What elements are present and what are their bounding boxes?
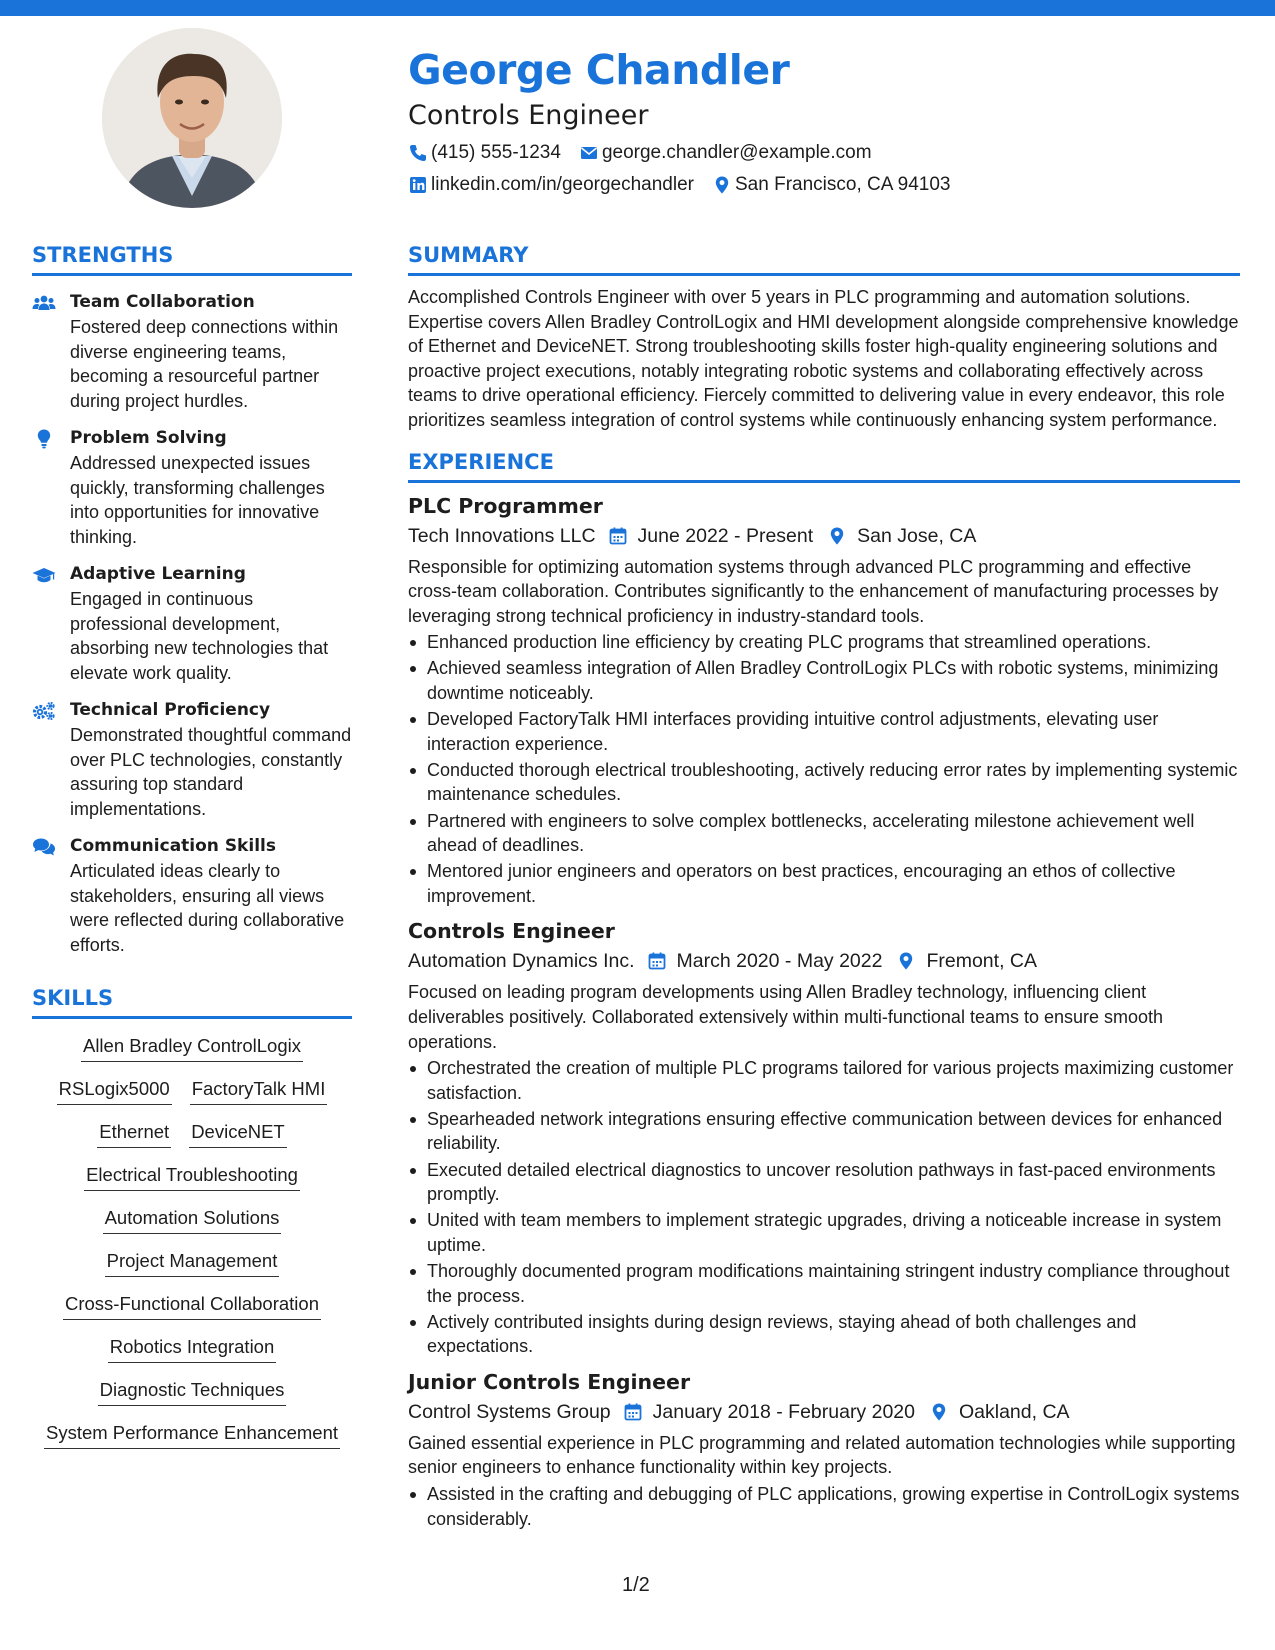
location-text: San Francisco, CA 94103: [735, 174, 951, 195]
phone-contact: [408, 140, 561, 166]
profile-photo: [102, 28, 282, 208]
strength-desc: Addressed unexpected issues quickly, transforming challenges into opportunities for innovative thinking.: [70, 453, 325, 547]
bullet-item: Mentored junior engineers and operators on best practices, encouraging an ethos of collective improvement.: [408, 859, 1240, 908]
bullet-item: United with team members to implement strategic upgrades, driving a noticeable increase in system uptime.: [408, 1208, 1240, 1257]
contact-row-1: [408, 140, 1238, 166]
skill-row: [54, 1291, 330, 1320]
bullet-item: Conducted thorough electrical troubleshooting, actively reducing error rates by implementing systemic maintenance schedules.: [408, 758, 1240, 807]
strength-desc: Fostered deep connections within diverse engineering teams, becoming a resourceful partner during project hurdles.: [70, 317, 339, 411]
skills-list: [32, 1033, 352, 1463]
job-bullets: [408, 630, 1240, 908]
job-bullets: [408, 1482, 1240, 1531]
skill-tag: Robotics Integration: [108, 1334, 277, 1363]
top-accent-bar: [0, 0, 1275, 16]
job-location: Fremont, CA: [926, 950, 1037, 973]
skill-tag: Diagnostic Techniques: [98, 1377, 287, 1406]
page-number: 1/2: [622, 1574, 650, 1596]
linkedin-icon: [408, 175, 428, 195]
bullet-item: Assisted in the crafting and debugging of PLC applications, growing expertise in ControlLogix systems considerably.: [408, 1482, 1240, 1531]
job-description: Focused on leading program developments using Allen Bradley technology, influencing client deliverables positively. Collaborated extensively within multi-functional teams to ensure smooth operations.: [408, 982, 1164, 1052]
job-entry: [408, 916, 1240, 1358]
location-contact: [712, 172, 950, 198]
strength-desc: Engaged in continuous professional development, absorbing new technologies that elevate work quality.: [70, 589, 329, 683]
calendar-icon: [623, 1402, 643, 1422]
calendar-icon: [647, 951, 667, 971]
candidate-name: George Chandler: [408, 46, 790, 94]
strength-item: [32, 698, 352, 821]
job-entry: [408, 1367, 1240, 1531]
skill-row: [96, 1248, 289, 1277]
skill-tag: Project Management: [105, 1248, 280, 1277]
job-location: Oakland, CA: [958, 1400, 1070, 1423]
strength-desc: Demonstrated thoughtful command over PLC technologies, constantly assuring top standard implementations.: [70, 725, 352, 819]
skill-tag: Electrical Troubleshooting: [84, 1162, 300, 1191]
job-bullets: [408, 1056, 1240, 1359]
experience-heading: EXPERIENCE: [408, 447, 1240, 483]
bullet-item: Spearheaded network integrations ensuring effective communication between devices for enhanced reliability.: [408, 1107, 1240, 1156]
skill-tag: System Performance Enhancement: [44, 1420, 340, 1449]
skill-tag: DeviceNET: [189, 1119, 287, 1148]
bullet-item: Orchestrated the creation of multiple PLC programs tailored for various projects maximizing customer satisfaction.: [408, 1056, 1240, 1105]
skill-tag: Allen Bradley ControlLogix: [81, 1033, 303, 1062]
skill-tag: FactoryTalk HMI: [190, 1076, 328, 1105]
map-pin-icon: [827, 526, 847, 546]
strength-item: [32, 426, 352, 549]
skill-row: [99, 1334, 286, 1363]
skill-row: [35, 1420, 349, 1449]
users-icon: [32, 293, 56, 313]
calendar-icon: [608, 526, 628, 546]
strengths-list: [32, 290, 352, 957]
job-title: Junior Controls Engineer: [408, 1369, 691, 1394]
strength-item: [32, 834, 352, 957]
bullet-item: Enhanced production line efficiency by creating PLC programs that streamlined operations.: [408, 630, 1240, 655]
skill-row: [94, 1205, 291, 1234]
summary-heading: SUMMARY: [408, 240, 1240, 276]
right-column: [408, 240, 1240, 1533]
bullet-item: Thoroughly documented program modifications maintaining stringent industry compliance throughout the process.: [408, 1259, 1240, 1308]
job-description: Gained essential experience in PLC programming and related automation technologies while supporting senior engineers to enhance functionality within key projects.: [408, 1432, 1236, 1478]
job-description: Responsible for optimizing automation systems through advanced PLC programming and effective cross-team collaboration. Contributes significantly to the enhancement of manufacturing processes by leveraging strong technical proficiency in industry-standard tools.: [408, 556, 1219, 626]
strengths-heading: STRENGTHS: [32, 240, 352, 276]
job-company: Tech Innovations LLC: [408, 524, 596, 547]
map-pin-icon: [896, 951, 916, 971]
strength-title: Team Collaboration: [70, 292, 255, 312]
skill-tag: Ethernet: [97, 1119, 171, 1148]
skill-tag: Automation Solutions: [103, 1205, 282, 1234]
envelope-icon: [579, 143, 599, 163]
skill-row: [89, 1377, 296, 1406]
strength-title: Technical Proficiency: [70, 700, 271, 720]
phone-text: (415) 555-1234: [431, 142, 561, 163]
skill-row: [72, 1033, 312, 1062]
resume-header: [408, 42, 1238, 198]
bullet-item: Achieved seamless integration of Allen Bradley ControlLogix PLCs with robotic systems, minimizing downtime noticeably.: [408, 656, 1240, 705]
strength-item: [32, 562, 352, 685]
job-meta: [408, 521, 1240, 551]
job-title: Controls Engineer: [408, 919, 615, 944]
job-location: San Jose, CA: [857, 524, 977, 547]
linkedin-text[interactable]: linkedin.com/in/georgechandler: [431, 174, 694, 195]
map-pin-icon: [712, 175, 732, 195]
skills-heading: SKILLS: [32, 983, 352, 1019]
job-dates: January 2018 - February 2020: [652, 1400, 915, 1423]
skill-tag: Cross-Functional Collaboration: [63, 1291, 321, 1320]
strength-title: Communication Skills: [70, 836, 276, 856]
job-dates: March 2020 - May 2022: [676, 950, 883, 973]
linkedin-contact[interactable]: [408, 172, 694, 198]
job-dates: June 2022 - Present: [637, 524, 814, 547]
gears-icon: [32, 701, 56, 721]
skill-row: [88, 1119, 296, 1148]
email-text[interactable]: george.chandler@example.com: [601, 142, 872, 163]
bullet-item: Developed FactoryTalk HMI interfaces providing intuitive control adjustments, elevating user interaction experience.: [408, 707, 1240, 756]
job-company: Automation Dynamics Inc.: [408, 950, 635, 973]
comments-icon: [32, 837, 56, 857]
map-pin-icon: [929, 1402, 949, 1422]
bullet-item: Partnered with engineers to solve complex bottlenecks, accelerating milestone achievement well ahead of deadlines.: [408, 809, 1240, 858]
strength-title: Problem Solving: [70, 428, 227, 448]
graduation-cap-icon: [32, 565, 56, 585]
job-meta: [408, 946, 1240, 976]
job-meta: [408, 1397, 1240, 1427]
skill-tag: RSLogix5000: [57, 1076, 172, 1105]
strength-desc: Articulated ideas clearly to stakeholders, ensuring all views were reflected during collaborative efforts.: [70, 861, 345, 955]
lightbulb-icon: [32, 429, 56, 449]
candidate-role: Controls Engineer: [408, 100, 649, 131]
phone-icon: [408, 143, 428, 163]
left-column: [32, 240, 352, 1463]
skill-row: [75, 1162, 309, 1191]
summary-text: Accomplished Controls Engineer with over 5 years in PLC programming and automation solutions. Expertise covers Allen Bradley ControlLogix and HMI development alongside comprehensive knowledge of Ethernet and DeviceNET. Strong troubleshooting skills foster high-quality engineering solutions and proactive project executions, notably integrating robotic systems and collaborating effectively across teams to drive operational efficiency. Fiercely committed to delivering value in every endeavor, this role prioritizes seamless integration of control systems while continuously enhancing system performance.: [408, 287, 1239, 430]
skill-row: [48, 1076, 337, 1105]
job-title: PLC Programmer: [408, 493, 603, 518]
email-contact[interactable]: [579, 140, 872, 166]
contact-row-2: [408, 172, 1238, 198]
bullet-item: Executed detailed electrical diagnostics to uncover resolution pathways in fast-paced environments promptly.: [408, 1158, 1240, 1207]
job-company: Control Systems Group: [408, 1400, 611, 1423]
job-entry: [408, 491, 1240, 909]
strength-title: Adaptive Learning: [70, 564, 246, 584]
bullet-item: Actively contributed insights during design reviews, staying ahead of both challenges and expectations.: [408, 1310, 1240, 1359]
strength-item: [32, 290, 352, 413]
